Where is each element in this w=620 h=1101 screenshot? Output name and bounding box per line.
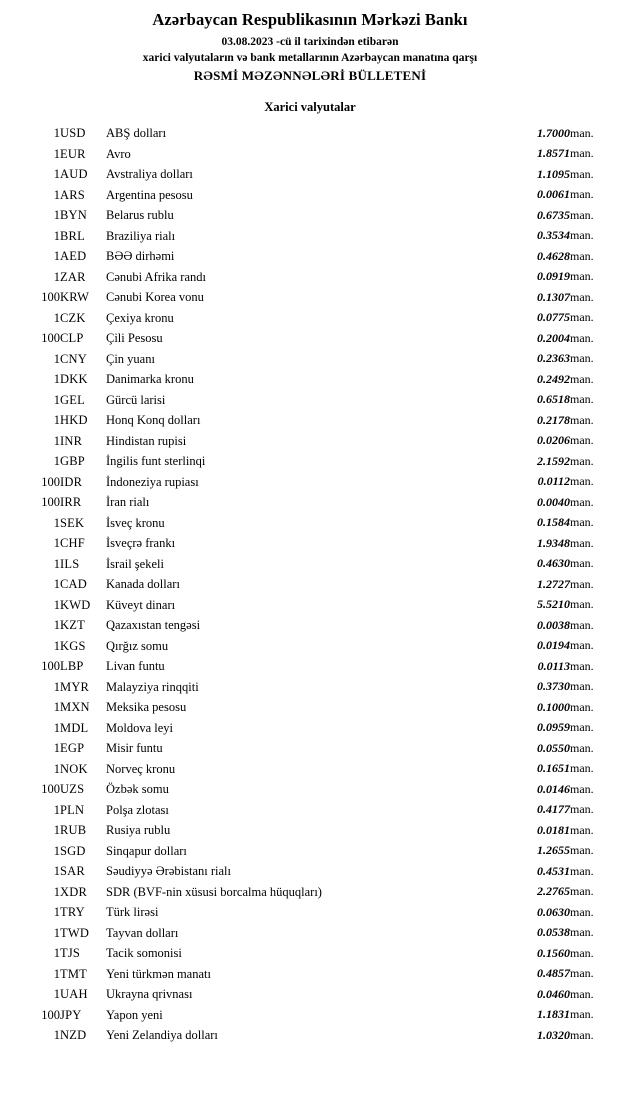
table-row: [14, 185, 606, 206]
row-rate-value: 0.0630: [537, 904, 570, 919]
row-currency-code: UAH: [60, 987, 88, 1001]
row-currency-code: KZT: [60, 618, 85, 632]
row-currency-code: CAD: [60, 577, 87, 591]
row-quantity: 100: [41, 1007, 60, 1022]
row-rate-unit: man.: [570, 884, 594, 899]
row-currency-name: BƏƏ dirhəmi: [106, 249, 175, 263]
row-quantity: 1: [53, 351, 60, 366]
row-quantity: 1: [53, 310, 60, 325]
bank-title: Azərbaycan Respublikasının Mərkəzi Bankı: [152, 10, 468, 29]
document-header: [14, 10, 606, 84]
row-quantity: 1: [53, 679, 60, 694]
row-currency-code: DKK: [60, 372, 88, 386]
table-row: [14, 287, 606, 308]
row-rate-unit: man.: [570, 822, 594, 837]
row-rate-unit: man.: [570, 187, 594, 202]
row-quantity: 1: [53, 843, 60, 858]
row-currency-code: TRY: [60, 905, 85, 919]
row-quantity: 100: [41, 495, 60, 509]
row-quantity: 1: [53, 392, 60, 407]
row-currency-code: IRR: [60, 495, 82, 509]
row-rate-unit: man.: [570, 1027, 594, 1042]
row-currency-name: Meksika pesosu: [106, 700, 187, 714]
row-currency-code: KWD: [60, 597, 91, 612]
row-quantity: 1: [53, 905, 60, 919]
row-quantity: 1: [53, 146, 60, 161]
row-quantity: 100: [41, 474, 60, 489]
row-rate-value: 1.9348: [537, 535, 570, 550]
row-currency-code: USD: [60, 126, 86, 140]
row-currency-code: INR: [60, 433, 83, 448]
row-currency-code: SEK: [60, 515, 85, 530]
row-currency-name: Danimarka kronu: [106, 372, 194, 386]
row-currency-code: KGS: [60, 638, 86, 653]
row-quantity: 1: [53, 577, 60, 591]
row-currency-code: PLN: [60, 802, 85, 817]
row-rate-value: 1.7000: [537, 125, 570, 140]
row-rate-value: 5.5210: [537, 597, 570, 612]
table-row: [14, 472, 606, 493]
row-currency-code: NOK: [60, 761, 88, 776]
row-currency-name: Tacik somonisi: [106, 946, 182, 960]
table-row: [14, 984, 606, 1005]
row-rate-value: 0.0206: [537, 433, 570, 448]
row-rate-unit: man.: [570, 207, 594, 222]
row-rate-value: 0.2004: [537, 330, 570, 345]
row-rate-unit: man.: [570, 269, 594, 284]
row-rate-value: 1.2655: [537, 843, 570, 858]
row-rate-unit: man.: [570, 966, 594, 981]
row-currency-code: ARS: [60, 187, 85, 202]
row-quantity: 1: [53, 597, 60, 612]
table-row: [14, 123, 606, 144]
row-rate-value: 0.0959: [537, 720, 570, 735]
row-quantity: 1: [53, 884, 60, 899]
row-rate-value: 1.1095: [537, 166, 570, 181]
row-currency-code: MDL: [60, 720, 89, 735]
row-quantity: 100: [41, 782, 60, 796]
row-currency-name: Ukrayna qrivnası: [106, 987, 193, 1001]
row-currency-name: İsrail şekeli: [106, 556, 164, 571]
row-rate-unit: man.: [570, 781, 594, 796]
row-currency-name: Norveç kronu: [106, 761, 176, 776]
table-row: [14, 226, 606, 247]
row-rate-unit: man.: [570, 351, 594, 366]
row-quantity: 100: [41, 331, 60, 345]
row-quantity: 1: [53, 638, 60, 653]
row-currency-name: İsveç kronu: [106, 515, 165, 530]
table-row: [14, 759, 606, 780]
row-currency-code: AUD: [60, 167, 88, 181]
row-quantity: 1: [53, 1028, 60, 1042]
table-row: [14, 554, 606, 575]
row-rate-unit: man.: [570, 1007, 594, 1022]
table-row: [14, 144, 606, 165]
row-rate-value: 0.0038: [537, 617, 570, 632]
section-title: Xarici valyutalar: [264, 100, 356, 114]
row-currency-name: Hindistan rupisi: [106, 433, 187, 448]
row-currency-code: GEL: [60, 392, 85, 407]
row-currency-name: Honq Konq dolları: [106, 413, 201, 427]
row-rate-unit: man.: [570, 453, 594, 468]
row-currency-code: TWD: [60, 925, 90, 940]
table-row: [14, 533, 606, 554]
row-currency-name: Çexiya kronu: [106, 310, 174, 325]
row-quantity: 1: [53, 167, 60, 181]
table-row: [14, 328, 606, 349]
row-currency-name: Avro: [106, 146, 131, 161]
row-currency-code: MXN: [60, 700, 90, 714]
row-rate-value: 0.1584: [537, 515, 570, 530]
document-subtitle: xarici valyutaların və bank metallarının Azərbaycan manatına qarşı: [142, 52, 478, 64]
table-row: [14, 677, 606, 698]
row-rate-value: 2.2765: [537, 884, 570, 899]
row-rate-unit: man.: [570, 679, 594, 694]
row-rate-unit: man.: [570, 597, 594, 612]
row-rate-value: 0.1307: [537, 289, 570, 304]
row-currency-name: Belarus rublu: [106, 208, 174, 222]
row-currency-code: CLP: [60, 331, 84, 345]
row-currency-code: SAR: [60, 864, 85, 878]
row-rate-value: 0.2492: [537, 371, 570, 386]
table-row: [14, 369, 606, 390]
row-currency-name: Malayziya rinqqiti: [106, 679, 199, 694]
row-currency-name: Argentina pesosu: [106, 187, 193, 202]
row-rate-value: 0.0181: [537, 822, 570, 837]
table-row: [14, 246, 606, 267]
table-row: [14, 308, 606, 329]
row-rate-value: 0.4630: [537, 556, 570, 571]
table-row: [14, 267, 606, 288]
row-rate-unit: man.: [570, 412, 594, 427]
row-currency-code: TMT: [60, 966, 87, 981]
row-rate-value: 0.0112: [537, 474, 570, 489]
row-quantity: 1: [53, 987, 60, 1001]
row-rate-unit: man.: [570, 289, 594, 304]
row-currency-code: IDR: [60, 474, 83, 489]
row-quantity: 1: [53, 433, 60, 448]
row-quantity: 1: [53, 741, 60, 755]
row-rate-unit: man.: [570, 986, 594, 1001]
row-currency-name: Sinqapur dolları: [106, 843, 187, 858]
row-quantity: 1: [53, 802, 60, 817]
row-rate-value: 0.0040: [537, 494, 570, 509]
table-row: [14, 779, 606, 800]
row-currency-code: ZAR: [60, 269, 86, 284]
row-currency-name: Səudiyyə Ərəbistanı rialı: [106, 864, 231, 878]
row-rate-value: 0.0460: [537, 986, 570, 1001]
table-row: [14, 923, 606, 944]
row-quantity: 1: [53, 925, 60, 940]
table-row: [14, 431, 606, 452]
row-rate-value: 1.0320: [537, 1027, 570, 1042]
row-quantity: 1: [53, 515, 60, 530]
row-currency-name: İngilis funt sterlinqi: [106, 454, 206, 468]
row-rate-value: 0.1000: [537, 699, 570, 714]
row-currency-name: Yeni türkmən manatı: [106, 966, 211, 981]
row-quantity: 1: [53, 864, 60, 878]
row-currency-code: EGP: [60, 741, 85, 755]
table-row: [14, 492, 606, 513]
row-rate-unit: man.: [570, 310, 594, 325]
row-rate-value: 0.0919: [537, 269, 570, 284]
table-row: [14, 349, 606, 370]
row-currency-code: XDR: [60, 884, 87, 899]
row-currency-name: İran rialı: [106, 495, 150, 509]
row-rate-value: 0.0775: [537, 310, 570, 325]
row-rate-value: 0.4628: [537, 248, 570, 263]
table-row: [14, 718, 606, 739]
row-currency-name: Livan funtu: [106, 659, 165, 673]
row-currency-code: ILS: [60, 556, 80, 571]
table-row: [14, 205, 606, 226]
row-rate-value: 0.3534: [537, 228, 570, 243]
row-rate-value: 0.4177: [537, 802, 570, 817]
row-currency-name: SDR (BVF-nin xüsusi borcalma hüquqları): [106, 884, 322, 899]
table-row: [14, 451, 606, 472]
row-quantity: 1: [53, 126, 60, 140]
row-currency-name: İsveçrə frankı: [106, 536, 176, 550]
exchange-rates-table: [14, 123, 606, 1046]
row-rate-value: 0.3730: [537, 679, 570, 694]
row-rate-value: 0.6735: [537, 207, 570, 222]
row-currency-code: LBP: [60, 659, 84, 673]
row-quantity: 1: [53, 536, 60, 550]
table-row: [14, 656, 606, 677]
row-currency-code: MYR: [60, 679, 90, 694]
bulletin-heading: RƏSMİ MƏZƏNNƏLƏRİ BÜLLETENİ: [193, 68, 427, 83]
table-row: [14, 574, 606, 595]
table-row: [14, 595, 606, 616]
row-currency-code: UZS: [60, 782, 85, 796]
row-rate-unit: man.: [570, 925, 594, 940]
row-currency-name: Cənubi Afrika randı: [106, 269, 206, 284]
table-row: [14, 697, 606, 718]
row-currency-name: Polşa zlotası: [106, 802, 169, 817]
table-row: [14, 861, 606, 882]
row-rate-unit: man.: [570, 146, 594, 161]
row-currency-name: Cənubi Korea vonu: [106, 290, 204, 304]
table-row: [14, 1025, 606, 1046]
table-row: [14, 513, 606, 534]
row-rate-unit: man.: [570, 617, 594, 632]
row-rate-value: 0.2363: [537, 351, 570, 366]
row-currency-code: TJS: [60, 946, 81, 960]
row-rate-unit: man.: [570, 228, 594, 243]
table-row: [14, 902, 606, 923]
row-rate-value: 1.2727: [537, 576, 570, 591]
row-currency-code: BYN: [60, 208, 87, 222]
row-quantity: 1: [53, 454, 60, 468]
row-rate-value: 1.1831: [537, 1007, 570, 1022]
row-rate-unit: man.: [570, 392, 594, 407]
row-rate-value: 0.0550: [537, 740, 570, 755]
effective-date-line: 03.08.2023 -cü il tarixindən etibarən: [221, 36, 399, 48]
row-currency-name: Kanada dolları: [106, 577, 180, 591]
row-quantity: 1: [53, 823, 60, 837]
row-quantity: 100: [41, 659, 60, 673]
row-quantity: 1: [53, 249, 60, 263]
row-currency-name: Avstraliya dolları: [106, 167, 193, 181]
row-quantity: 1: [53, 761, 60, 776]
row-currency-name: Rusiya rublu: [106, 823, 171, 837]
row-rate-unit: man.: [570, 474, 594, 489]
row-currency-name: Özbək somu: [106, 782, 169, 796]
row-currency-code: HKD: [60, 413, 88, 427]
row-rate-unit: man.: [570, 494, 594, 509]
row-currency-code: EUR: [60, 146, 86, 161]
row-quantity: 1: [53, 372, 60, 386]
row-currency-name: Misir funtu: [106, 741, 163, 755]
row-rate-unit: man.: [570, 556, 594, 571]
table-row: [14, 964, 606, 985]
row-currency-name: ABŞ dolları: [106, 126, 167, 140]
exchange-rates-body: [14, 123, 606, 1046]
row-currency-name: Moldova leyi: [106, 720, 174, 735]
row-currency-name: Yapon yeni: [106, 1007, 163, 1022]
row-currency-code: CNY: [60, 351, 87, 366]
table-row: [14, 615, 606, 636]
row-currency-code: CHF: [60, 536, 85, 550]
row-quantity: 1: [53, 208, 60, 222]
row-currency-code: SGD: [60, 843, 86, 858]
row-rate-value: 0.0146: [537, 781, 570, 796]
row-rate-value: 1.8571: [537, 146, 570, 161]
row-rate-unit: man.: [570, 371, 594, 386]
row-rate-unit: man.: [570, 576, 594, 591]
row-rate-unit: man.: [570, 330, 594, 345]
row-currency-name: Qırğız somu: [106, 638, 169, 653]
row-currency-name: Küveyt dinarı: [106, 597, 176, 612]
row-quantity: 1: [53, 556, 60, 571]
row-currency-name: İndoneziya rupiası: [106, 474, 199, 489]
row-rate-unit: man.: [570, 720, 594, 735]
row-currency-code: RUB: [60, 823, 87, 837]
row-rate-value: 0.1651: [537, 761, 570, 776]
row-currency-name: Qazaxıstan tengəsi: [106, 618, 201, 632]
row-quantity: 1: [53, 228, 60, 243]
table-row: [14, 800, 606, 821]
row-rate-unit: man.: [570, 658, 594, 673]
row-currency-code: BRL: [60, 228, 85, 243]
row-rate-unit: man.: [570, 945, 594, 960]
row-currency-name: Çin yuanı: [106, 351, 155, 366]
row-currency-code: CZK: [60, 310, 86, 325]
row-rate-unit: man.: [570, 248, 594, 263]
row-quantity: 1: [53, 700, 60, 714]
row-currency-code: NZD: [60, 1028, 87, 1042]
row-currency-name: Türk lirəsi: [106, 905, 159, 919]
row-currency-name: Braziliya rialı: [106, 228, 176, 243]
row-rate-value: 0.6518: [537, 392, 570, 407]
row-currency-code: AED: [60, 249, 87, 263]
row-rate-value: 0.1560: [537, 945, 570, 960]
row-rate-unit: man.: [570, 699, 594, 714]
table-row: [14, 738, 606, 759]
row-rate-value: 2.1592: [537, 453, 570, 468]
table-row: [14, 943, 606, 964]
row-quantity: 100: [41, 290, 60, 304]
table-row: [14, 882, 606, 903]
row-rate-value: 0.4857: [537, 966, 570, 981]
row-quantity: 1: [53, 618, 60, 632]
row-quantity: 1: [53, 413, 60, 427]
table-row: [14, 636, 606, 657]
row-currency-code: JPY: [60, 1007, 82, 1022]
table-row: [14, 820, 606, 841]
row-rate-unit: man.: [570, 863, 594, 878]
row-rate-value: 0.2178: [537, 412, 570, 427]
row-rate-value: 0.0194: [537, 638, 570, 653]
row-currency-name: Yeni Zelandiya dolları: [106, 1028, 218, 1042]
row-rate-unit: man.: [570, 535, 594, 550]
row-rate-value: 0.4531: [537, 863, 570, 878]
row-rate-value: 0.0061: [537, 187, 570, 202]
row-currency-code: GBP: [60, 454, 85, 468]
row-rate-unit: man.: [570, 638, 594, 653]
row-rate-value: 0.0113: [537, 658, 570, 673]
table-row: [14, 390, 606, 411]
row-rate-unit: man.: [570, 904, 594, 919]
row-currency-name: Çili Pesosu: [106, 331, 163, 345]
row-currency-code: KRW: [60, 290, 90, 304]
table-row: [14, 410, 606, 431]
row-rate-value: 0.0538: [537, 925, 570, 940]
row-rate-unit: man.: [570, 433, 594, 448]
table-row: [14, 841, 606, 862]
row-rate-unit: man.: [570, 761, 594, 776]
row-rate-unit: man.: [570, 125, 594, 140]
row-rate-unit: man.: [570, 740, 594, 755]
row-quantity: 1: [53, 269, 60, 284]
table-row: [14, 1005, 606, 1026]
row-quantity: 1: [53, 966, 60, 981]
row-quantity: 1: [53, 946, 60, 960]
row-currency-name: Tayvan dolları: [106, 925, 179, 940]
table-row: [14, 164, 606, 185]
row-quantity: 1: [53, 187, 60, 202]
row-currency-name: Gürcü larisi: [106, 392, 166, 407]
row-rate-unit: man.: [570, 166, 594, 181]
row-quantity: 1: [53, 720, 60, 735]
row-rate-unit: man.: [570, 802, 594, 817]
row-rate-unit: man.: [570, 515, 594, 530]
row-rate-unit: man.: [570, 843, 594, 858]
